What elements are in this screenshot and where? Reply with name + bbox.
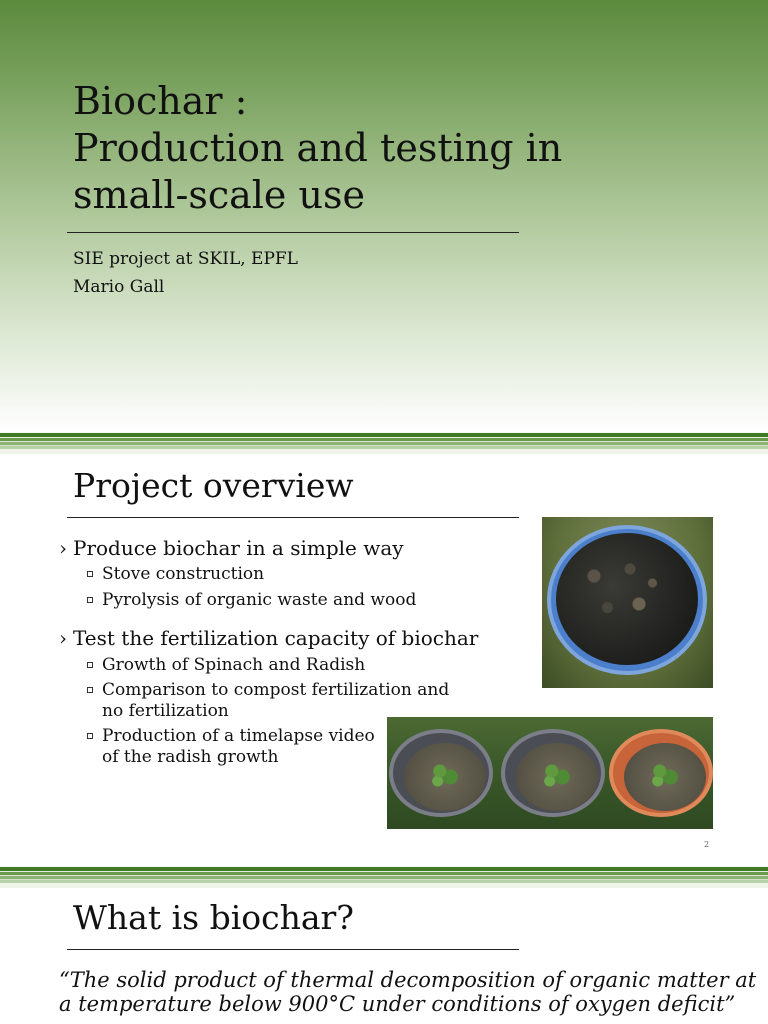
sub-bullet-text: Stove construction: [102, 564, 265, 584]
bullet-marker: ›: [59, 536, 67, 560]
sub-bullet-text: Growth of Spinach and Radish: [102, 655, 366, 675]
slide-separator: [0, 866, 768, 888]
square-bullet-icon: [87, 571, 93, 577]
bullet-text: Produce biochar in a simple way: [73, 536, 404, 560]
plant-pots-photo: [387, 717, 713, 829]
bullet-item: [59, 626, 478, 650]
sub-bullet-item: [87, 726, 387, 768]
heading-divider: [67, 949, 519, 950]
slide-separator: [0, 432, 768, 454]
slide-title: [73, 78, 562, 219]
page-number: 2: [704, 840, 710, 849]
pot: [501, 729, 605, 817]
title-divider: [67, 232, 519, 233]
bullet-item: [59, 536, 404, 560]
subtitle-author: Mario Gall: [73, 277, 165, 297]
sub-bullet-item: [87, 655, 365, 676]
sub-bullet-item: [87, 680, 462, 722]
sub-bullet-text: Pyrolysis of organic waste and wood: [102, 590, 417, 610]
square-bullet-icon: [87, 597, 93, 603]
sub-bullet-text: Comparison to compost fertilization and no fertilization: [102, 680, 450, 721]
overview-slide: [0, 454, 768, 866]
bullet-text: Test the fertilization capacity of biochar: [73, 626, 479, 650]
definition-slide: [0, 888, 768, 1024]
definition-quote: “The solid product of thermal decomposition of organic matter at a temperature below 900°C under conditions of oxygen deficit”: [59, 968, 757, 1016]
sub-bullet-text: Production of a timelapse video of the radish growth: [102, 726, 375, 767]
square-bullet-icon: [87, 733, 93, 739]
slide-heading: Project overview: [73, 466, 354, 505]
slide-title-line: Production and testing in: [73, 126, 563, 170]
sub-bullet-item: [87, 564, 264, 585]
biochar-bucket-photo: [542, 517, 713, 688]
square-bullet-icon: [87, 687, 93, 693]
slide-title-line: Biochar :: [73, 79, 248, 123]
slide-heading: What is biochar?: [73, 898, 354, 937]
bullet-marker: ›: [59, 626, 67, 650]
biochar-pile: [556, 533, 698, 665]
heading-divider: [67, 517, 519, 518]
title-slide: [0, 0, 768, 432]
square-bullet-icon: [87, 662, 93, 668]
subtitle-project: SIE project at SKIL, EPFL: [73, 249, 298, 269]
slide-title-line: small-scale use: [73, 173, 365, 217]
pot: [389, 729, 493, 817]
sub-bullet-item: [87, 590, 416, 611]
pot: [609, 729, 713, 817]
